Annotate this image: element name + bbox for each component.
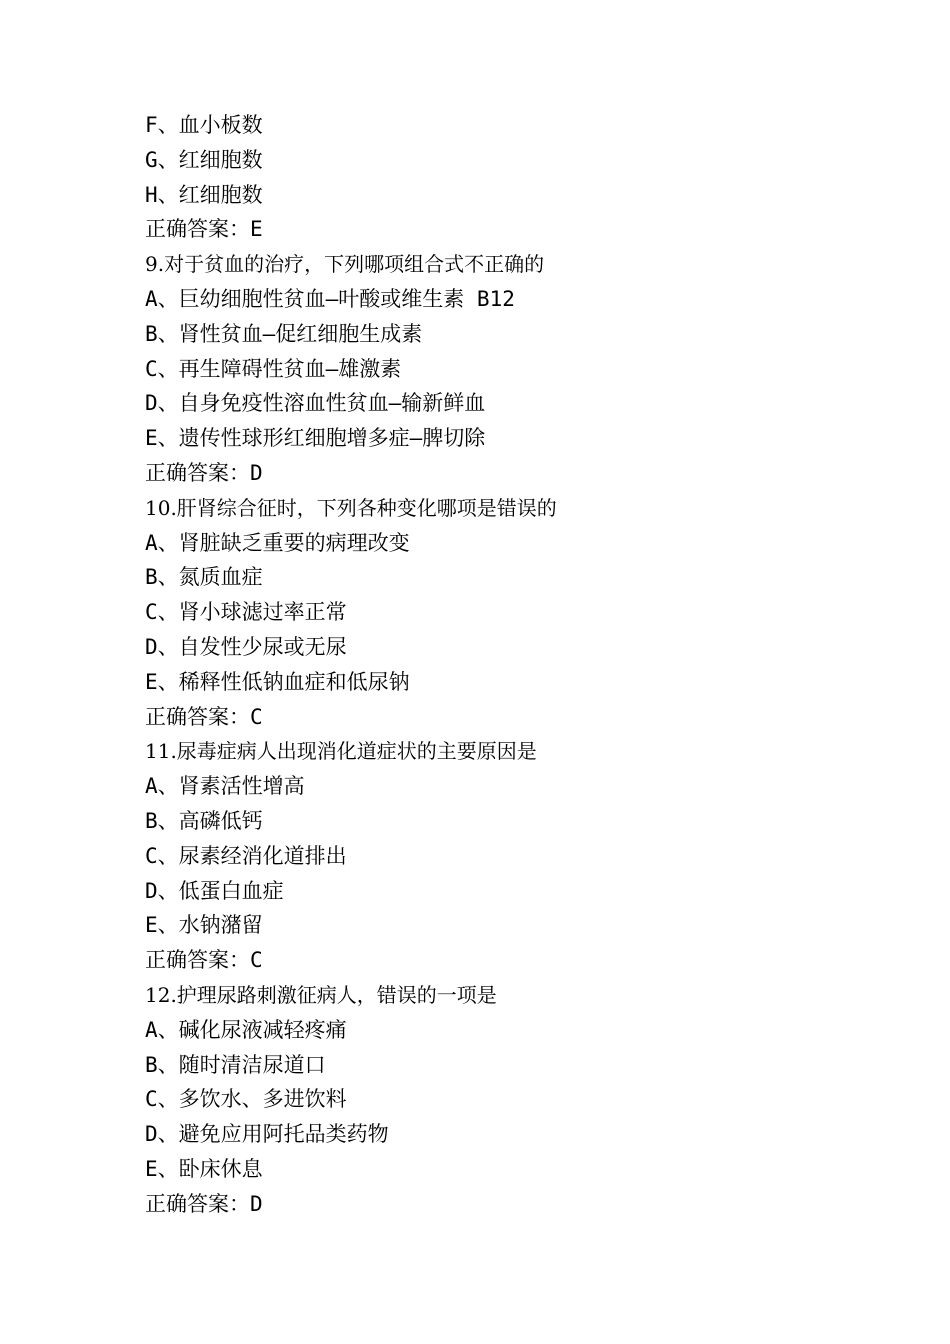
answer-option: A、肾素活性增高 — [145, 774, 305, 799]
answer-option: E、遗传性球形红细胞增多症—脾切除 — [145, 426, 486, 451]
answer-option: C、肾小球滤过率正常 — [145, 600, 347, 625]
answer-option: B、氮质血症 — [145, 565, 263, 590]
answer-option: A、碱化尿液减轻疼痛 — [145, 1017, 347, 1042]
answer-option: D、自发性少尿或无尿 — [145, 634, 347, 659]
answer-option: E、水钠潴留 — [145, 913, 263, 938]
answer-option: H、红细胞数 — [145, 182, 263, 207]
answer-option: B、高磷低钙 — [145, 808, 263, 833]
answer-option: C、多饮水、多进饮料 — [145, 1087, 347, 1112]
answer-option: D、低蛋白血症 — [145, 878, 284, 903]
question-text: 11.尿毒症病人出现消化道症状的主要原因是 — [145, 739, 537, 764]
question-text: 10.肝肾综合征时，下列各种变化哪项是错误的 — [145, 495, 557, 520]
answer-option: C、再生障碍性贫血—雄激素 — [145, 356, 402, 381]
question-text: 12.护理尿路刺激征病人，错误的一项是 — [145, 982, 497, 1007]
answer-option: D、自身免疫性溶血性贫血—输新鲜血 — [145, 391, 486, 416]
correct-answer: 正确答案：E — [145, 217, 263, 242]
answer-option: D、避免应用阿托品类药物 — [145, 1122, 389, 1147]
answer-option: B、肾性贫血—促红细胞生成素 — [145, 321, 423, 346]
correct-answer: 正确答案：C — [145, 704, 263, 729]
answer-option: E、稀释性低钠血症和低尿钠 — [145, 669, 410, 694]
answer-option: C、尿素经消化道排出 — [145, 843, 347, 868]
question-text: 9.对于贫血的治疗，下列哪项组合式不正确的 — [145, 252, 545, 277]
correct-answer: 正确答案：D — [145, 1191, 263, 1216]
answer-option: A、肾脏缺乏重要的病理改变 — [145, 530, 410, 555]
answer-option: B、随时清洁尿道口 — [145, 1052, 326, 1077]
answer-option: A、巨幼细胞性贫血—叶酸或维生素 B12 — [145, 286, 515, 311]
answer-option: F、血小板数 — [145, 113, 263, 137]
question-list — [145, 108, 905, 1222]
correct-answer: 正确答案：D — [145, 460, 263, 485]
answer-option: G、红细胞数 — [145, 147, 263, 172]
answer-option: E、卧床休息 — [145, 1156, 263, 1181]
correct-answer: 正确答案：C — [145, 948, 263, 973]
